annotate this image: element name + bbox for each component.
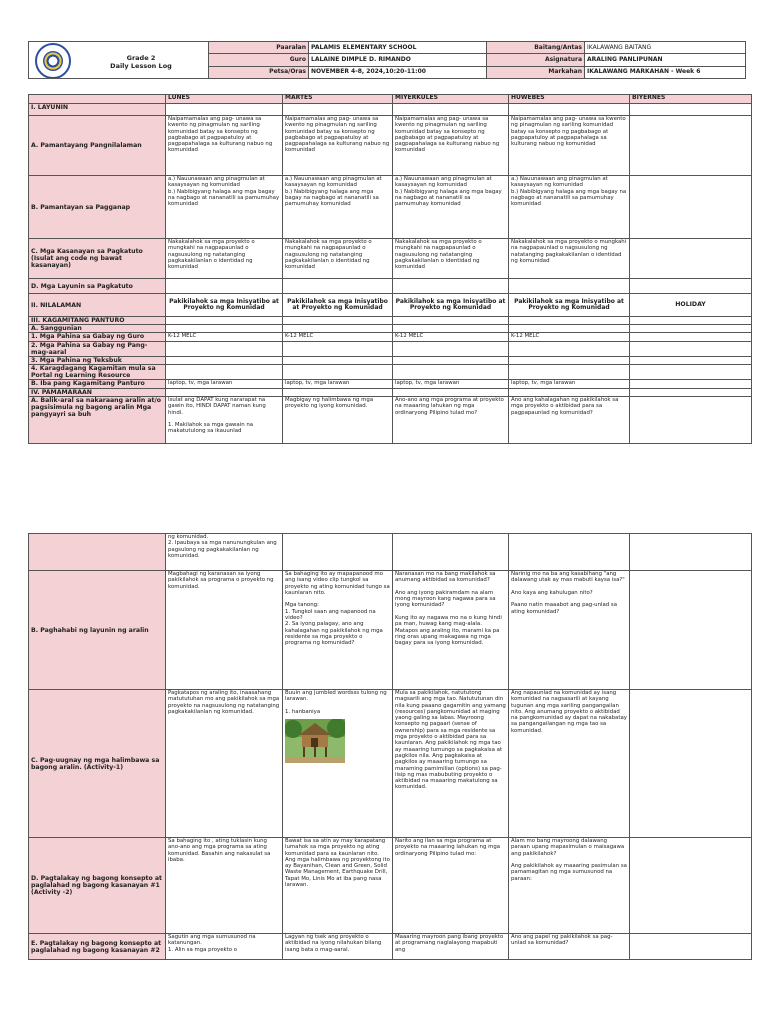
cell-biyernes <box>630 317 752 325</box>
cell-lunes <box>166 279 283 294</box>
lesson-row <box>29 365 752 380</box>
lesson-table-2 <box>28 533 752 960</box>
cell-lunes: Magbahagi ng karanasan sa iyong pakikilahok sa programa o proyekto ng komunidad. <box>166 571 283 690</box>
cell-huwebes: Pakikilahok sa mga Inisyatibo at Proyekto ng Komunidad <box>509 294 630 317</box>
lesson-row <box>29 571 752 690</box>
cell-huwebes: Ano ang kahalagahan ng pakikilahok sa mga proyekto o aktibidad para sa pagpapaunlad ng komunidad? <box>509 397 630 444</box>
cell-biyernes <box>630 342 752 357</box>
lesson-row <box>29 333 752 342</box>
school-info-cell <box>29 42 209 79</box>
cell-miyerkules <box>393 342 509 357</box>
lesson-row <box>29 104 752 116</box>
cell-huwebes: Narinig mo na ba ang kasabihang "ang dalawang utak ay mas mabuti kaysa isa?" Ano kaya ang kahulugan nito? Paano natin maaabot ang pag-unlad sa ating komunidad? <box>509 571 630 690</box>
doc-title: Daily Lesson Log <box>110 62 172 70</box>
row-label: II. NILALAMAN <box>29 294 166 317</box>
cell-miyerkules <box>393 325 509 333</box>
cell-lunes <box>166 357 283 365</box>
row-label: 1. Mga Pahina sa Gabay ng Guro <box>29 333 166 342</box>
cell-lunes: ng komunidad. 2. Ipaubaya sa mga nanunungkulan ang pagsulong ng pagkakakilanlan ng komunidad. <box>166 534 283 571</box>
cell-lunes <box>166 104 283 116</box>
row-label: C. Mga Kasanayan sa Pagkatuto (Isulat ang code ng bawat kasanayan) <box>29 239 166 279</box>
cell-lunes <box>166 389 283 397</box>
cell-lunes: Pakikilahok sa mga Inisyatibo at Proyekto ng Komunidad <box>166 294 283 317</box>
cell-huwebes <box>509 365 630 380</box>
cell-miyerkules: Ano-ano ang mga programa at proyekto na maaaring lahukan ng mga ordinaryong Pilipino tulad mo? <box>393 397 509 444</box>
value-paaralan: PALAMIS ELEMENTARY SCHOOL <box>309 42 487 54</box>
cell-huwebes: Ano ang papel ng pakikilahok sa pag-unlad sa komunidad? <box>509 934 630 960</box>
grade-label: Grade 2 <box>126 54 156 62</box>
lesson-table-2-wrap <box>28 533 752 960</box>
lesson-row <box>29 317 752 325</box>
cell-biyernes <box>630 365 752 380</box>
row-label: I. LAYUNIN <box>29 104 166 116</box>
cell-biyernes <box>630 934 752 960</box>
cell-biyernes <box>630 571 752 690</box>
cell-biyernes: HOLIDAY <box>630 294 752 317</box>
header-block <box>28 41 745 83</box>
cell-biyernes <box>630 690 752 838</box>
cell-biyernes <box>630 838 752 934</box>
cell-biyernes <box>630 104 752 116</box>
value-baitang: IKALAWANG BAITANG <box>585 42 746 54</box>
cell-huwebes: Alam mo bang mayroong dalawang paraan upang mapasimulan o maisagawa ang pakikilahok? Ang pakikilahok ay maaaring pasimulan sa pamamagitan ng mga sumusunod na paraan: <box>509 838 630 934</box>
lesson-row <box>29 176 752 239</box>
corner-cell <box>29 95 166 104</box>
cell-martes: Pakikilahok sa mga Inisyatibo at Proyekto ng Komunidad <box>283 294 393 317</box>
cell-huwebes: a.) Nauunawaan ang pinagmulan at kasaysayan ng komunidad b.) Nabibigyang halaga ang mga bagay na nagbago at nananatili sa pamumuhay komunidad <box>509 176 630 239</box>
row-label: A. Balik-aral sa nakaraang aralin at/o pagsisimula ng bagong aralin Mga pangyayri sa buh <box>29 397 166 444</box>
cell-huwebes: laptop, tv, mga larawan <box>509 380 630 389</box>
cell-martes: K-12 MELC <box>283 333 393 342</box>
row-label: 2. Mga Pahina sa Gabay ng Pang-mag-aaral <box>29 342 166 357</box>
cell-martes <box>283 389 393 397</box>
cell-lunes <box>166 365 283 380</box>
lesson-row <box>29 116 752 176</box>
lesson-row <box>29 380 752 389</box>
cell-lunes: laptop, tv, mga larawan <box>166 380 283 389</box>
cell-martes: Magbigay ng halimbawa ng mga proyekto ng iyong komunidad. <box>283 397 393 444</box>
cell-miyerkules: Naranasan mo na bang makilahok sa anumang aktibidad sa komunidad? Ano ang iyong pakiramdam na alam mong mayroon kang nagawa para sa iyong komunidad? Kung ito ay nagawa mo na o kung hindi pa man, huwag kang mag-alala. Matapos ang araling ito, marami ka pa ring oras upang makagawa ng mga bagay para sa iyong komunidad. <box>393 571 509 690</box>
row-label: A. Pamantayang Pangnilalaman <box>29 116 166 176</box>
lesson-row <box>29 838 752 934</box>
value-guro: LALAINE DIMPLE D. RIMANDO <box>309 54 487 66</box>
cell-miyerkules <box>393 357 509 365</box>
row-label: B. Pamantayan sa Pagganap <box>29 176 166 239</box>
lesson-row <box>29 325 752 333</box>
row-label: B. Iba pang Kagamitang Panturo <box>29 380 166 389</box>
cell-huwebes <box>509 325 630 333</box>
row-label: E. Pagtalakay ng bagong konsepto at paglalahad ng bagong kasanayan #2 <box>29 934 166 960</box>
cell-lunes: Isulat ang DAPAT kung nararapat na gawin ito, HINDI DAPAT naman kung hindi. 1. Makilahok sa mga gawain na makatutulong sa ikauunlad <box>166 397 283 444</box>
cell-martes <box>283 325 393 333</box>
cell-lunes: a.) Nauunawaan ang pinagmulan at kasaysayan ng komunidad b.) Nabibigyang halaga ang mga bagay na nagbago at nananatili sa pamumuhay komunidad <box>166 176 283 239</box>
value-asignatura: ARALING PANLIPUNAN <box>585 54 746 66</box>
cell-biyernes <box>630 333 752 342</box>
cell-lunes: Sagutin ang mga sumusunod na katanungan. 1. Alin sa mga proyekto o <box>166 934 283 960</box>
cell-miyerkules <box>393 104 509 116</box>
row-label: 4. Karagdagang Kagamitan mula sa Portal ng Learning Resource <box>29 365 166 380</box>
cell-martes <box>283 279 393 294</box>
cell-miyerkules: Maaaring mayroon pang ibang proyekto at programang naglalayong mapabuti ang <box>393 934 509 960</box>
day-header-lunes: LUNES <box>166 95 283 104</box>
cell-lunes: Naipamamalas ang pag- unawa sa kwento ng pinagmulan ng sariling komunidad batay sa konsepto ng pagbabago at pagpapatuloy at pagpapahalaga sa kulturang nabuo ng komunidad <box>166 116 283 176</box>
cell-martes <box>283 357 393 365</box>
row-label: B. Paghahabi ng layunin ng aralin <box>29 571 166 690</box>
lesson-row <box>29 342 752 357</box>
cell-biyernes <box>630 397 752 444</box>
day-header-row <box>29 95 752 104</box>
cell-biyernes <box>630 357 752 365</box>
label-paaralan: Paaralan <box>209 42 309 54</box>
lesson-row <box>29 239 752 279</box>
cell-martes <box>283 365 393 380</box>
cell-martes: Buuin ang jumbled wordsss tulong ng larawan. 1. hanbaniya <box>283 690 393 838</box>
cell-huwebes <box>509 534 630 571</box>
lesson-row <box>29 389 752 397</box>
cell-lunes <box>166 342 283 357</box>
lesson-row <box>29 690 752 838</box>
cell-martes: a.) Nauunawaan ang pinagmulan at kasaysayan ng komunidad b.) Nabibigyang halaga ang mga bagay na nagbago at nananatili sa pamumuhay komunidad <box>283 176 393 239</box>
row-label <box>29 534 166 571</box>
cell-martes: Sa bahaging ito ay mapapanood mo ang isang video clip tungkol sa proyekto ng ating komunidad tungo sa kaunlaran nito. Mga tanong: 1. Tungkol saan ang napanood na video? 2. Sa iyong palagay, ano ang kahalagahan ng pakikilahok ng mga residente sa mga proyekto o programa ng komunidad? <box>283 571 393 690</box>
cell-biyernes <box>630 389 752 397</box>
row-label: III. KAGAMITANG PANTURO <box>29 317 166 325</box>
cell-martes: Naipamamalas ang pag- unawa sa kwento ng pinagmulan ng sariling komunidad batay sa konsepto ng pagbabago at pagpapatuloy at pagpapahalaga sa kulturang nabuo ng komunidad <box>283 116 393 176</box>
cell-miyerkules <box>393 279 509 294</box>
cell-biyernes <box>630 116 752 176</box>
cell-martes <box>283 104 393 116</box>
cell-lunes <box>166 317 283 325</box>
cell-miyerkules: Mula sa pakikilahok, natututong magsarili ang mga tao. Natututunan din nila kung paaano gagamitin ang yamang (resources) pangkomunidad at maging yaong galing sa labas. Mayroong konsepto ng pagaari (sense of ownership) para sa mga residente sa mga proyekto o aktibidad para sa kaunlaran. Ang pakikilahok ng mga tao ay maaaring tumungo sa pagkakaisa at pagkilos nila. Ang pagkakaisa at pagkilos ay maaaring tumungo sa maraming pamimilian (options) sa pag-iisip ng mas mabubuting proyekto o aktibidad na maaaring makatulong sa komunidad. <box>393 690 509 838</box>
label-baitang: Baitang/Antas <box>487 42 585 54</box>
cell-martes: Bawat isa sa atin ay may karapatang lumahok sa mga proyekto ng ating komunidad para sa kaunlaran nito. Ang mga halimbawa ng proyektong ito ay Bayanihan, Clean and Green, Solid Waste Management, Earthquake Drill, Tapat Mo, Linis Mo at iba pang nasa larawan. <box>283 838 393 934</box>
lesson-table-1 <box>28 94 752 444</box>
lesson-table-1-wrap <box>28 94 752 444</box>
cell-martes: laptop, tv, mga larawan <box>283 380 393 389</box>
header-table <box>28 41 746 79</box>
cell-huwebes <box>509 389 630 397</box>
cell-martes: Lagyan ng tsek ang proyekto o aktibidad na iyong nilahukan bilang isang bata o mag-aaral. <box>283 934 393 960</box>
deped-seal-icon <box>35 43 71 79</box>
lesson-row <box>29 357 752 365</box>
cell-biyernes <box>630 279 752 294</box>
label-petsa: Petsa/Oras <box>209 66 309 78</box>
cell-huwebes <box>509 357 630 365</box>
row-label: D. Pagtalakay ng bagong konsepto at paglalahad ng bagong kasanayan #1 (Activity -2) <box>29 838 166 934</box>
day-header-huwebes: HUWEBES <box>509 95 630 104</box>
cell-huwebes: Nakakalahok sa mga proyekto o mungkahi na nagpapaunlad o nagsusulong ng natatanging pagkakakilanlan o identidad ng komunidad <box>509 239 630 279</box>
cell-biyernes <box>630 176 752 239</box>
row-label: D. Mga Layunin sa Pagkatuto <box>29 279 166 294</box>
cell-miyerkules: laptop, tv, mga larawan <box>393 380 509 389</box>
cell-martes <box>283 534 393 571</box>
cell-miyerkules <box>393 365 509 380</box>
cell-miyerkules: a.) Nauunawaan ang pinagmulan at kasaysayan ng komunidad b.) Nabibigyang halaga ang mga bagay na nagbago at nananatili sa pamumuhay komunidad <box>393 176 509 239</box>
lesson-row <box>29 397 752 444</box>
label-asignatura: Asignatura <box>487 54 585 66</box>
cell-miyerkules: Nakakalahok sa mga proyekto o mungkahi na nagpapaunlad o nagsusulong ng natatanging pagkakakilanlan o identidad ng komunidad <box>393 239 509 279</box>
cell-martes <box>283 317 393 325</box>
day-header-biyernes: BIYERNES <box>630 95 752 104</box>
cell-huwebes <box>509 317 630 325</box>
row-label: A. Sanggunian <box>29 325 166 333</box>
stilt-house-image <box>285 719 345 763</box>
value-markahan: IKALAWANG MARKAHAN - Week 6 <box>585 66 746 78</box>
cell-miyerkules: Naipamamalas ang pag- unawa sa kwento ng pinagmulan ng sariling komunidad batay sa konsepto ng pagbabago at pagpapatuloy at pagpapahalaga sa kulturang nabuo ng komunidad <box>393 116 509 176</box>
day-header-miyerkules: MIYERKULES <box>393 95 509 104</box>
cell-huwebes <box>509 279 630 294</box>
cell-miyerkules: Pakikilahok sa mga Inisyatibo at Proyekto ng Komunidad <box>393 294 509 317</box>
row-label: C. Pag-uugnay ng mga halimbawa sa bagong aralin. (Activity-1) <box>29 690 166 838</box>
cell-miyerkules <box>393 389 509 397</box>
cell-biyernes <box>630 534 752 571</box>
row-label: IV. PAMAMARAAN <box>29 389 166 397</box>
cell-miyerkules: Narito ang ilan sa mga programa at proyekto na maaaring lahukan ng mga ordinaryong Pilipino tulad mo: <box>393 838 509 934</box>
cell-biyernes <box>630 239 752 279</box>
cell-biyernes <box>630 380 752 389</box>
day-header-martes: MARTES <box>283 95 393 104</box>
cell-huwebes: Naipamamalas ang pag- unawa sa kwento ng pinagmulan ng sariling komunidad batay sa konsepto ng pagbabago at pagpapatuloy at pagpapahalaga sa kulturang nabuo ng komunidad <box>509 116 630 176</box>
value-petsa: NOVEMBER 4-8, 2024,10:20-11:00 <box>309 66 487 78</box>
label-markahan: Markahan <box>487 66 585 78</box>
cell-lunes: K-12 MELC <box>166 333 283 342</box>
cell-martes <box>283 342 393 357</box>
cell-martes: Nakakalahok sa mga proyekto o mungkahi na nagpapaunlad o nagsusulong ng natatanging pagkakakilanlan o identidad ng komunidad <box>283 239 393 279</box>
cell-lunes <box>166 325 283 333</box>
cell-huwebes: Ang napaunlad na komunidad ay isang komunidad na nagsasarili at kayang tugunan ang mga sariling pangangailan nito. Ang anumang proyekto o aktibidad na pangkomunidad ay dapat na nakabatay sa pangangailangan ng mga tao sa komunidad. <box>509 690 630 838</box>
lesson-row <box>29 534 752 571</box>
lesson-row <box>29 294 752 317</box>
cell-miyerkules <box>393 534 509 571</box>
cell-huwebes <box>509 104 630 116</box>
cell-huwebes <box>509 342 630 357</box>
lesson-row <box>29 934 752 960</box>
label-guro: Guro <box>209 54 309 66</box>
cell-lunes: Pagkatapos ng araling ito, inaasahang matututuhan mo ang pakikilahok sa mga proyekto na nagsusulong ng natatanging pagkakakilanlan ng komunidad. <box>166 690 283 838</box>
cell-lunes: Sa bahaging ito , ating tuklasin kung ano-ano ang mga programa sa ating komunidad. Basahin ang nakasulat sa ibaba. <box>166 838 283 934</box>
cell-lunes: Nakakalahok sa mga proyekto o mungkahi na nagpapaunlad o nagsusulong ng natatanging pagkakakilanlan o identidad ng komunidad <box>166 239 283 279</box>
cell-huwebes: K-12 MELC <box>509 333 630 342</box>
cell-miyerkules <box>393 317 509 325</box>
cell-biyernes <box>630 325 752 333</box>
lesson-row <box>29 279 752 294</box>
row-label: 3. Mga Pahina ng Teksbuk <box>29 357 166 365</box>
cell-miyerkules: K-12 MELC <box>393 333 509 342</box>
